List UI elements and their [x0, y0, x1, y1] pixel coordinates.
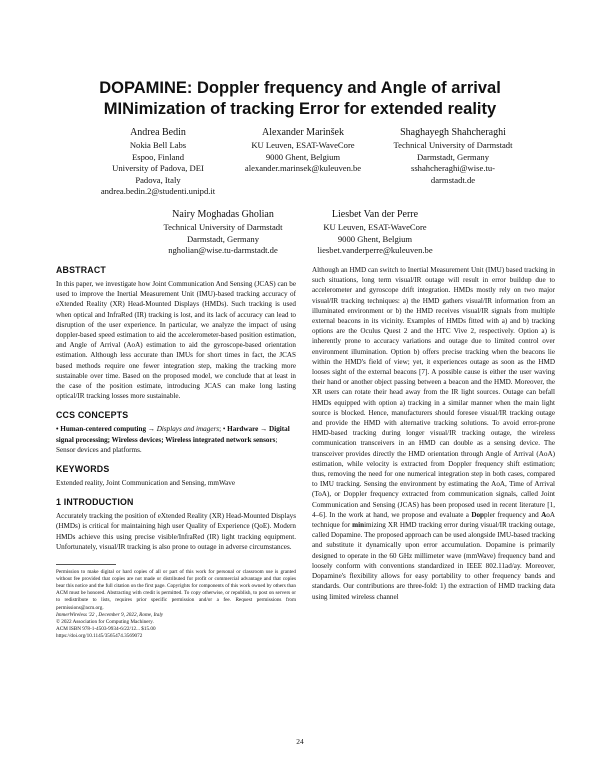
ccs-concept: Displays and imagers: [156, 425, 220, 434]
author-affiliation: Darmstadt, Germany: [186, 233, 260, 244]
intro-heading: 1 INTRODUCTION: [56, 497, 134, 508]
author-affiliation: University of Padova, DEI: [112, 163, 204, 174]
author-block-bedin: [78, 126, 238, 198]
permission-notice: [56, 569, 296, 640]
left-column: [56, 265, 296, 640]
text-run: oA technique for: [312, 510, 555, 530]
bold-run: A: [541, 510, 547, 519]
author-name: Liesbet Van der Perre: [331, 209, 419, 220]
author-block-gholian: [148, 208, 298, 257]
keywords-text: Extended reality, Joint Communication and Sensing, mmWave: [56, 479, 236, 488]
copyright: © 2022 Association for Computing Machinery.: [56, 618, 154, 625]
paper-title: [30, 78, 570, 120]
author-affiliation: Technical University of Darmstadt: [393, 140, 513, 150]
author-email-cont[interactable]: darmstadt.de: [430, 174, 476, 185]
author-name: Andrea Bedin: [130, 127, 186, 138]
ccs-heading: CCS CONCEPTS: [56, 410, 129, 421]
author-affiliation: 9000 Ghent, Belgium: [265, 151, 341, 162]
intro-continued: [312, 265, 555, 602]
author-block-shahcheraghi: [378, 126, 528, 186]
permission-text: Permission to make digital or hard copies of all or part of this work for personal or classroom use is granted without fee provided that copies are not made or distributed for profit or commercial advantage and that copies bear this notice and the full citation on the first page. Copyrights for components of this work owned by others than ACM must be honored. Abstracting with credit is permitted. To copy otherwise, or republish, to post on servers or to redistribute to lists, requires prior specific permission and/or a fee. Request permissions from permissions@acm.org.: [56, 569, 296, 611]
author-affiliation: Darmstadt, Germany: [416, 151, 490, 162]
ccs-text: [56, 424, 296, 455]
author-affiliation: KU Leuven, ESAT-WaveCore: [251, 140, 355, 150]
intro-text: Accurately tracking the position of eXtended Reality (XR) Head-Mounted Displays (HMDs) is critical for maintaining high user Quality of Experience (QoE). Modern HMDs achieve this using precise visible/InfraRed (IR) light tracking equipment. Unfortunately, visual/IR tracking is also prone to outage in adverse circumstances.: [56, 512, 296, 551]
author-affiliation: Espoo, Finland: [131, 151, 185, 162]
text-run: pler frequency and: [484, 510, 542, 519]
ccs-concept: • Human-centered computing: [56, 425, 147, 434]
footnote-rule: [56, 564, 116, 565]
bold-run: Dop: [471, 510, 485, 519]
text-run: Although an HMD can switch to Inertial Measurement Unit (IMU) based tracking in such situations, long term visual/IR outage will result in error buildup due to accelerometer and gyroscope drift integration. HMDs mostly rely on two major visual/IR tracking techniques: a) the HMD gathers visual/IR information from an illuminated environment or b) the HMD receives visual/IR signals from multiple external beacons in its vicinity. Examples of HMDs fitted with a) and b) tracking options are the Oculus Quest 2 and the HTC Vive 2, respectively. Option a) is inherently prone to accuracy variations and outage due to limited control over environment illumination. Option b) offers precise tracking when the beacons lie within the HMD's field of view; yet, it experiences outage as soon as the HMD looses sight of the external beacons [7]. A possible cause is either the user waving their hand or another object passing between a beacon and the HMD. Moreover, the XR users can rotate their head away from the IR light sources. Outage can befall HMDs equipped with option a) tracking in a similar manner when the main light source is blocked. Hence, manufacturers should foresee visual/IR tracking outage and provide the HMD with alternative tracking solutions. To avoid error-prone HMD-based tracking during longer visual/IR tracking outage, the wireless communication transceivers in an HMD can double as a sensing device. The transceiver provides directly the HMD orientation through Angle of Arrival (AoA) estimation, while velocity is extracted from Doppler frequency shift estimation; thus, removing the need for one numerical integration step in both cases, compared to IMU tracking. Sensing the environment by estimating the AoA, Time of Arrival (ToA), or Doppler frequency extracted from communication signals, called Joint Communication and Sensing (JCAS) has been proposed used in recent literature [1, 4–6]. In the work at hand, we propose and evaluate a: [312, 266, 555, 519]
author-email[interactable]: ngholian@wise.tu-darmstadt.de: [168, 245, 278, 256]
author-affiliation: Technical University of Darmstadt: [163, 222, 283, 232]
author-email[interactable]: alexander.marinsek@kuleuven.be: [244, 163, 362, 174]
author-affiliation: Nokia Bell Labs: [129, 140, 187, 150]
venue: ImmerWireless '22 , December 9, 2022, Rome, Italy: [56, 611, 164, 618]
title-line-1: DOPAMINE: Doppler frequency and Angle of arrival: [99, 79, 501, 97]
text-run: imizing XR HMD tracking error during visual/IR tracking outage, called Dopamine. The proposed approach can be used alongside IMU-based tracking and substitute it dynamically upon error accumulation. Dopamine is primarily designed to operate in the 60 GHz millimeter wave (mmWave) frequency band and loosely conform with conventions standardized in IEEE 802.11ad/ay. Moreover, Dopamine's flexibility allows for easy portability to other frequency bands and standards. Our contributions are three-fold: 1) the extraction of HMD tracking data using limited wireless channel: [312, 521, 555, 601]
author-name: Nairy Moghadas Gholian: [172, 209, 274, 220]
page-number: 24: [296, 737, 304, 746]
author-block-marinsek: [228, 126, 378, 175]
author-affiliation: 9000 Ghent, Belgium: [337, 233, 413, 244]
ccs-concept: ; Sensor devices and platforms.: [56, 435, 278, 454]
ccs-concept: Hardware → Digital signal processing; Wireless devices; Wireless integrated network sensors: [56, 425, 290, 444]
keywords-heading: KEYWORDS: [56, 464, 110, 475]
author-affiliation: Padova, Italy: [135, 174, 181, 185]
isbn: ACM ISBN 978-1-4503-9934-6/22/12... $15.00: [56, 625, 156, 632]
author-email[interactable]: sshahcheraghi@wise.tu-: [410, 163, 496, 174]
author-name: Alexander Marinšek: [262, 127, 344, 138]
title-line-2: MINimization of tracking Error for extended reality: [103, 100, 497, 118]
right-column: [312, 265, 555, 602]
doi-link[interactable]: https://doi.org/10.1145/3565474.3569072: [56, 632, 143, 639]
author-email[interactable]: andrea.bedin.2@studenti.unipd.it: [100, 186, 216, 197]
abstract-heading: ABSTRACT: [56, 265, 106, 275]
author-email[interactable]: liesbet.vanderperre@kuleuven.be: [317, 245, 433, 256]
ccs-arrow: →: [146, 425, 157, 434]
abstract-text: In this paper, we investigate how Joint Communication And Sensing (JCAS) can be used to improve the Inertial Measurement Unit (IMU)-based tracking accuracy of eXtended Reality (XR) Head-Mounted Displays (HMDs). Such tracking is used when optical and InfraRed (IR) tracking is lost, and its lack of accuracy can lead to disruption of the user experience. In particular, we analyze the impact of using doppler-based speed estimation to aid the accelerometer-based position estimation, and Angle of Arrival (AoA) estimation to aid the gyroscope-based orientation estimation. Although less accurate than IMUs for short times in fact, the JCAS based methods require one fewer integration step, making the tracking more sustainable over time. Based on the proposed model, we conclude that at least in the case of the position estimate, introducing JCAS can make long lasting optical/IR tracking losses more sustainable.: [56, 280, 296, 401]
bold-run: min: [352, 521, 365, 530]
author-block-vanderperre: [300, 208, 450, 257]
author-affiliation: KU Leuven, ESAT-WaveCore: [323, 222, 427, 232]
author-name: Shaghayegh Shahcheraghi: [400, 127, 506, 138]
ccs-sep: ; •: [219, 425, 226, 434]
